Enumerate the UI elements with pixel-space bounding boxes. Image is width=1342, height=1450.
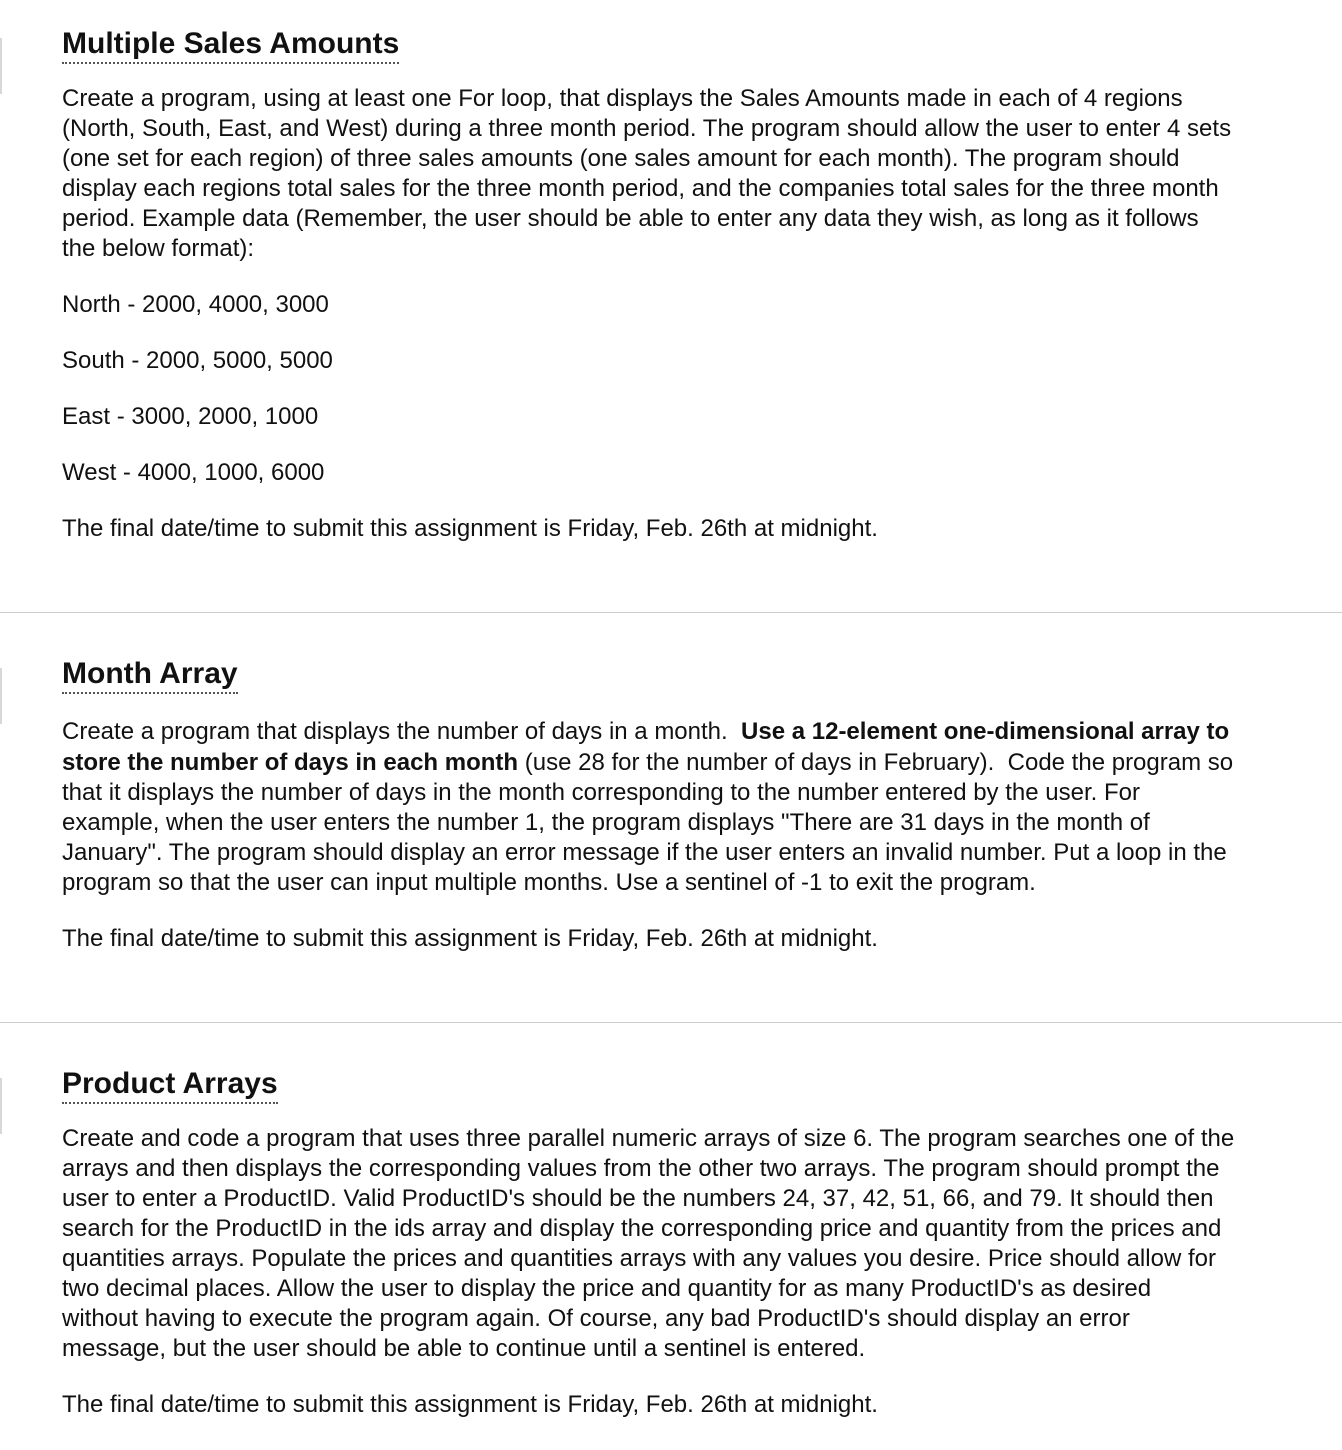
- description-emphasis: store the number of days in each month: [62, 749, 519, 776]
- section-marker: [0, 38, 2, 94]
- description-line: [62, 748, 1342, 778]
- assignment-description: [62, 84, 1342, 264]
- example-data-line: North - 2000, 4000, 3000: [62, 291, 329, 318]
- section-marker: [0, 668, 2, 724]
- description-line: (North, South, East, and West) during a three month period. The program should allow the user to enter 4 sets: [62, 115, 1232, 142]
- description-line: user to enter a ProductID. Valid ProductID's should be the numbers 24, 37, 42, 51, 66, and 79. It should then: [62, 1185, 1214, 1212]
- example-data-line: West - 4000, 1000, 6000: [62, 459, 325, 486]
- description-text: (use 28 for the number of days in February). Code the program so: [518, 749, 1234, 776]
- description-line: the below format):: [62, 235, 255, 262]
- description-line: program so that the user can input multiple months. Use a sentinel of -1 to exit the program.: [62, 869, 1036, 896]
- assignment-description: [62, 716, 1342, 898]
- description-line: Create and code a program that uses three parallel numeric arrays of size 6. The program searches one of the: [62, 1125, 1235, 1152]
- description-line: example, when the user enters the number 1, the program displays "There are 31 days in the month of: [62, 809, 1150, 836]
- description-emphasis: Use a 12-element one-dimensional array to: [741, 718, 1230, 745]
- example-data-line: East - 3000, 2000, 1000: [62, 403, 319, 430]
- description-text: Create a program that displays the number of days in a month.: [62, 718, 742, 745]
- section-marker: [0, 1078, 2, 1134]
- section-divider: [0, 1022, 1342, 1023]
- description-line: two decimal places. Allow the user to display the price and quantity for as many ProductID's as desired: [62, 1275, 1152, 1302]
- description-line: without having to execute the program again. Of course, any bad ProductID's should display an error: [62, 1305, 1130, 1332]
- example-data-line: South - 2000, 5000, 5000: [62, 347, 333, 374]
- description-line: display each regions total sales for the three month period, and the companies total sales for the three month: [62, 175, 1219, 202]
- section-divider: [0, 612, 1342, 613]
- description-line: message, but the user should be able to continue until a sentinel is entered.: [62, 1335, 866, 1362]
- assignment-title-link[interactable]: Multiple Sales Amounts: [62, 26, 399, 64]
- description-line: period. Example data (Remember, the user should be able to enter any data they wish, as long as it follows: [62, 205, 1199, 232]
- assignment-description: [62, 1124, 1342, 1364]
- due-date-text: The final date/time to submit this assignment is Friday, Feb. 26th at midnight.: [62, 925, 878, 952]
- description-line: arrays and then displays the corresponding values from the other two arrays. The program should prompt the: [62, 1155, 1220, 1182]
- assignment-title-link[interactable]: Product Arrays: [62, 1066, 278, 1104]
- description-line: quantities arrays. Populate the prices and quantities arrays with any values you desire. Price should allow for: [62, 1245, 1216, 1272]
- description-line: Create a program, using at least one For loop, that displays the Sales Amounts made in each of 4 regions: [62, 85, 1183, 112]
- due-date-text: The final date/time to submit this assignment is Friday, Feb. 26th at midnight.: [62, 515, 878, 542]
- description-line: (one set for each region) of three sales amounts (one sales amount for each month). The program should: [62, 145, 1180, 172]
- assignment-title-link[interactable]: Month Array: [62, 656, 238, 694]
- description-line: [62, 716, 1342, 748]
- description-line: search for the ProductID in the ids array and display the corresponding price and quantity from the prices and: [62, 1215, 1222, 1242]
- description-line: January". The program should display an error message if the user enters an invalid number. Put a loop in the: [62, 839, 1227, 866]
- description-line: that it displays the number of days in the month corresponding to the number entered by the user. For: [62, 779, 1140, 806]
- due-date-text: The final date/time to submit this assignment is Friday, Feb. 26th at midnight.: [62, 1391, 878, 1418]
